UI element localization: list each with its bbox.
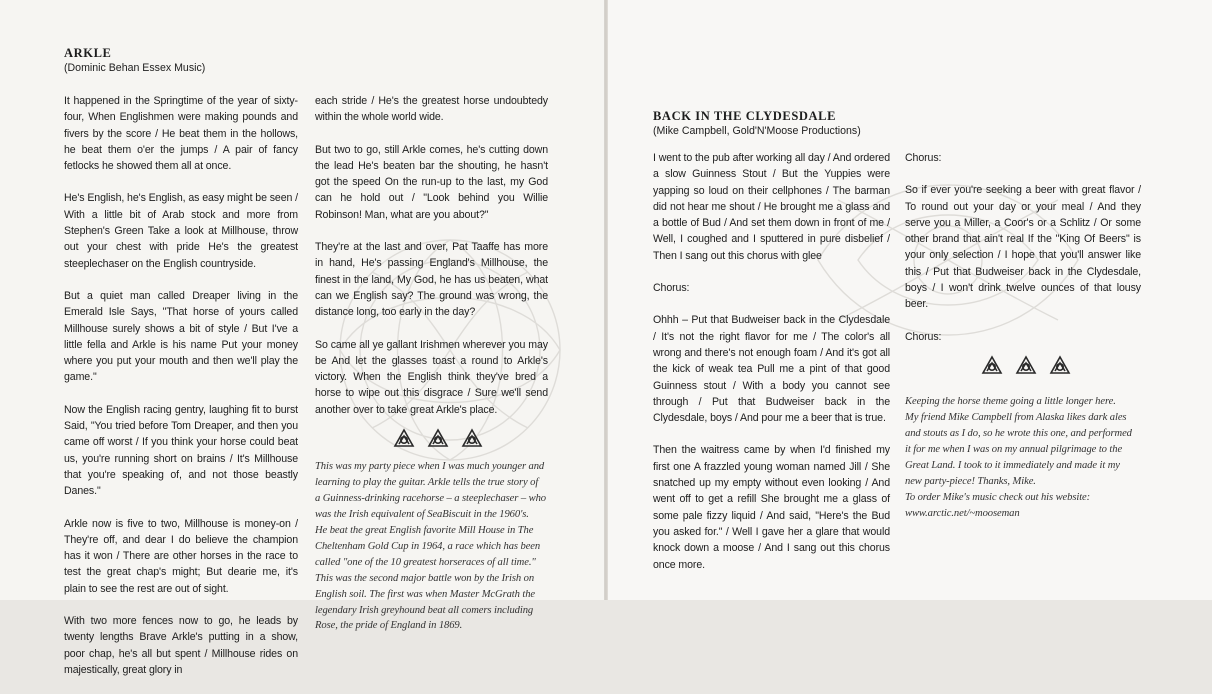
lyrics-column-2: [315, 93, 548, 634]
liner-note-clydesdale: [905, 394, 1141, 521]
note-line: This was the second major battle won by the Irish on: [315, 572, 535, 584]
verse: Then the waitress came by when I'd finished my first one A frazzled young woman named Jill / She snatched up my empty without even looking / And went off to get a refill She brought me a glass of some pale fizzy liquid / And said, "Here's the Bud you asked for." / Well I gave her a glare that would knock down a moose / And I sang out this chorus once more.: [653, 444, 890, 571]
right-page: [608, 0, 1212, 600]
chorus-label: Chorus:: [905, 152, 942, 164]
liner-note-arkle: [315, 459, 548, 634]
song-credit-clydesdale: (Mike Campbell, Gold'N'Moose Productions): [653, 125, 861, 137]
song-title-arkle: ARKLE: [64, 46, 112, 60]
song-title-clydesdale: BACK IN THE CLYDESDALE: [653, 109, 837, 123]
note-line: He beat the great English favorite Mill House in The: [315, 524, 534, 536]
celtic-triangle-knot-icon: [393, 428, 415, 453]
ornament-row: [981, 355, 1141, 380]
verse: He's English, he's English, as easy might be seen / With a little bit of Arab stock and more from Stephen's Green Take a look at Millhouse, throw out your chest with pride He's the greatest steeplechaser on the English countryside.: [64, 192, 298, 270]
lyrics-column-1: [653, 150, 890, 589]
note-line: new party-piece! Thanks, Mike.: [905, 475, 1036, 487]
celtic-triangle-knot-icon: [1049, 355, 1071, 380]
verse: They're at the last and over, Pat Taaffe has more in hand, He's passing England's Millhouse, the finest in the land, My God, he has us beaten, what can we English say? The ground was wrong, the distance long, too early in the day?: [315, 241, 548, 319]
song-credit-arkle: (Dominic Behan Essex Music): [64, 62, 206, 74]
website-link: www.arctic.net/~mooseman: [905, 507, 1020, 519]
note-line: Cheltenham Gold Cup in 1964, a race which has been: [315, 540, 541, 552]
verse: Arkle now is five to two, Millhouse is money-on / They're off, and dear I do believe the champion has it won / There are other horses in the race to test the great chap's might; But dearie me, it's plain to see the rest are out of sight.: [64, 517, 298, 595]
chorus: So if ever you're seeking a beer with great flavor / To round out your day or your meal / And they serve you a Miller, a Coor's or a Schlitz / Or some other brand that ain't real If the "King Of Beers" is your only selection / I hope that you'll answer like this / Put that Budweiser back in the Clydesdale, boys / I won't drink twelve ounces of that lousy beer.: [905, 184, 1141, 311]
note-line: called "one of the 10 greatest horseraces of all time.": [315, 556, 536, 568]
verse: I went to the pub after working all day / And ordered a slow Guinness Stout / But the Yuppies were yapping so loud on their cellphones / The barman did not hear me shout / He brought me a glass and a bottle of Bud / And set them down in front of me / Well, I coughed and I sputtered in pure disbelief / Then I sang out this chorus with glee: [653, 152, 890, 262]
verse: each stride / He's the greatest horse undoubtedy within the whole world wide.: [315, 95, 548, 124]
note-line: Great Land. I took to it immediately and made it my: [905, 459, 1120, 471]
celtic-triangle-knot-icon: [461, 428, 483, 453]
note-line: English soil. The first was when Master McGrath the: [315, 588, 536, 600]
note-line: Rose, the pride of England in 1869.: [315, 620, 463, 632]
note-line: To order Mike's music check out his website:: [905, 491, 1091, 503]
chorus: Ohhh – Put that Budweiser back in the Clydesdale / It's not the right flavor for me / The color's all wrong and there's not enough foam / And it's got all the kick of weak tea Pull me a pint of that good Guinness stout / With a body you cannot see through / Put that Budweiser back in the Clydesdale, boys / And pour me a beer that is true.: [653, 314, 890, 425]
chorus-label: Chorus:: [905, 330, 942, 343]
verse: With two more fences now to go, he leads by twenty lengths Brave Arkle's putting in a show, poor chap, he's all but spent / Millhouse rides on majestically, great glory in: [64, 615, 298, 676]
verse: But a quiet man called Dreaper living in the Emerald Isle Says, "That horse of yours called Millhouse surely shows a bit of style / But I've a little fella and Arkle is his name Put your money where you put your mouth and then we'll play the game.": [64, 289, 298, 384]
note-line: was the Irish equivalent of SeaBiscuit in the 1960's.: [315, 509, 529, 521]
note-line: and stouts as I do, so he wrote this one, and performed: [905, 428, 1132, 440]
verse: It happened in the Springtime of the year of sixty-four, When Englishmen were making pounds and fivers by the score / He beat them in the hollows, he beat them o'er the jumps / A pair of fancy fetlocks he showed them all at once.: [64, 95, 298, 173]
celtic-triangle-knot-icon: [1015, 355, 1037, 380]
note-line: learning to play the guitar. Arkle tells the true story of: [315, 477, 539, 489]
verse: Now the English racing gentry, laughing fit to burst Said, "You tried before Tom Dreaper, and then you came off worst / If you think your horse could beat us, you're running short on brains / It's Millhouse that you're speaking of, and not those beastly Danes.": [64, 403, 298, 498]
lyrics-column-1: [64, 93, 298, 694]
celtic-triangle-knot-icon: [427, 428, 449, 453]
note-line: a Guinness-drinking racehorse – a steeplechaser – who: [315, 493, 546, 505]
note-line: it for me when I was on my annual pilgrimage to the: [905, 443, 1123, 455]
chorus-label: Chorus:: [653, 282, 690, 295]
note-line: legendary Irish greyhound beat all comers including: [315, 604, 534, 616]
left-page: [0, 0, 604, 676]
verse: But two to go, still Arkle comes, he's cutting down the lead He's beaten bar the shouting, he hasn't got the speed On the run-up to the last, my God can he hold out / "Look behind you Willie Robinson! Man, what are you about?": [315, 143, 548, 221]
celtic-triangle-knot-icon: [981, 355, 1003, 380]
ornament-row: [393, 428, 548, 453]
lyrics-column-2: [905, 150, 1141, 522]
note-line: This was my party piece when I was much younger and: [315, 461, 545, 473]
note-line: My friend Mike Campbell from Alaska likes dark ales: [905, 412, 1127, 424]
note-line: Keeping the horse theme going a little longer here.: [905, 396, 1116, 408]
verse: So came all ye gallant Irishmen wherever you may be And let the glasses toast a round to Arkle's victory. When the English think they've bred a horse to wipe out this disgrace / Sure we'll send another over to take great Arkle's place.: [315, 338, 548, 416]
